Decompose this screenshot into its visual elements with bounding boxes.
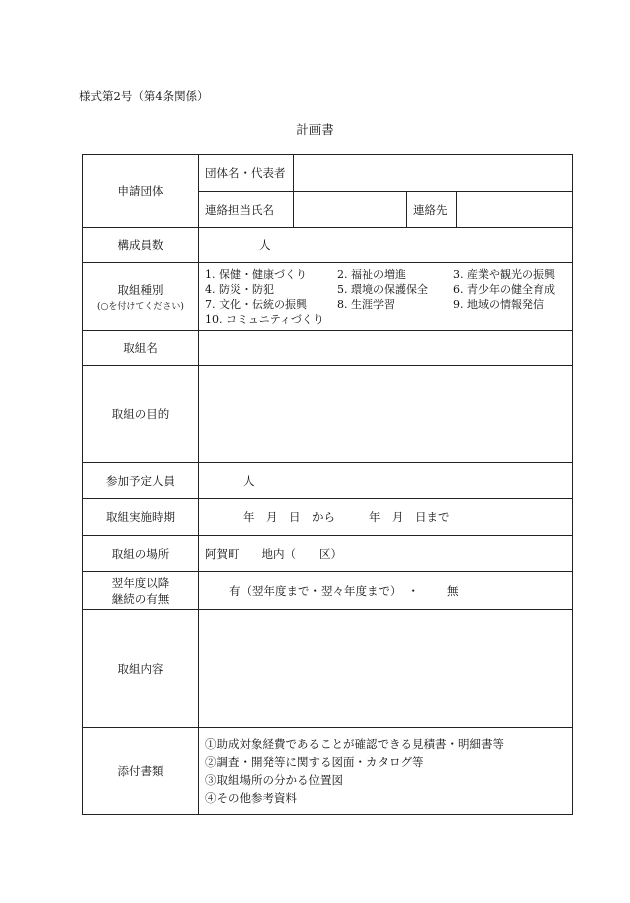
continuation-separator: ・ [407,583,419,598]
attachments-row [83,728,573,815]
purpose-label: 取組の目的 [83,366,199,463]
category-option[interactable]: 1. 保健・健康づくり [205,267,307,281]
category-option[interactable]: 6. 青少年の健全育成 [453,282,555,296]
category-label: 取組種別 [117,282,164,297]
period-start: 年 月 日 から [243,510,335,524]
activity-name-label: 取組名 [83,331,199,366]
category-option[interactable]: 2. 福祉の増進 [337,267,406,281]
activity-name-row [83,331,573,366]
attachments-label: 添付書類 [83,728,199,815]
contact-name-field[interactable] [294,192,407,228]
purpose-field[interactable] [199,366,573,463]
category-option[interactable]: 3. 産業や観光の振興 [453,267,555,281]
applicant-row-1 [83,155,573,192]
continuation-no-option[interactable]: 無 [447,583,459,598]
content-field[interactable] [199,610,573,728]
category-option[interactable]: 7. 文化・伝統の振興 [205,297,307,311]
attachments-list [199,728,573,815]
contact-name-label: 連絡担当氏名 [199,192,294,228]
form-number: 様式第2号（第4条関係） [79,89,209,103]
continuation-row [83,572,573,610]
members-field[interactable] [199,228,573,263]
category-option[interactable]: 5. 環境の保護保全 [337,282,428,296]
contact-field[interactable] [457,192,573,228]
members-unit: 人 [259,238,271,252]
location-field[interactable] [199,536,573,572]
participants-row [83,463,573,499]
participants-field[interactable] [199,463,573,499]
content-label: 取組内容 [83,610,199,728]
location-label: 取組の場所 [83,536,199,572]
period-row [83,499,573,536]
attachment-item: ④その他参考資料 [205,791,297,805]
org-name-field[interactable] [294,155,573,192]
attachment-item: ②調査・開発等に関する図面・カタログ等 [205,755,424,769]
purpose-row [83,366,573,463]
members-label: 構成員数 [83,228,199,263]
org-name-label: 団体名・代表者 [199,155,294,192]
continuation-yes-option[interactable]: 有（翌年度まで・翌々年度まで） [229,583,402,598]
continuation-options [199,572,573,610]
participants-label: 参加予定人員 [83,463,199,499]
period-field[interactable] [199,499,573,536]
category-note: (○を付けてください) [97,301,184,312]
members-row [83,228,573,263]
location-town: 阿賀町 [205,546,240,561]
category-option[interactable]: 4. 防災・防犯 [205,282,274,296]
contact-label: 連絡先 [407,192,457,228]
continuation-label-line2: 継続の有無 [111,591,170,606]
activity-name-field[interactable] [199,331,573,366]
category-label-cell [83,263,199,331]
continuation-label-cell [83,572,199,610]
attachment-item: ①助成対象経費であることが確認できる見積書・明細書等 [205,737,504,751]
category-option[interactable]: 10. コミュニティづくり [205,312,324,326]
category-options [199,263,573,331]
location-district: 地内（ 区） [261,546,342,561]
participants-unit: 人 [243,473,255,488]
plan-form-table [82,154,573,815]
document-title: 計画書 [296,122,334,137]
category-option[interactable]: 8. 生涯学習 [337,297,395,311]
continuation-label-line1: 翌年度以降 [111,575,170,590]
applicant-label: 申請団体 [83,155,199,228]
category-row [83,263,573,331]
attachment-item: ③取組場所の分かる位置図 [205,773,343,787]
content-row [83,610,573,728]
period-end: 年 月 日まで [369,510,450,524]
period-label: 取組実施時期 [83,499,199,536]
location-row [83,536,573,572]
category-option[interactable]: 9. 地域の情報発信 [453,297,544,311]
